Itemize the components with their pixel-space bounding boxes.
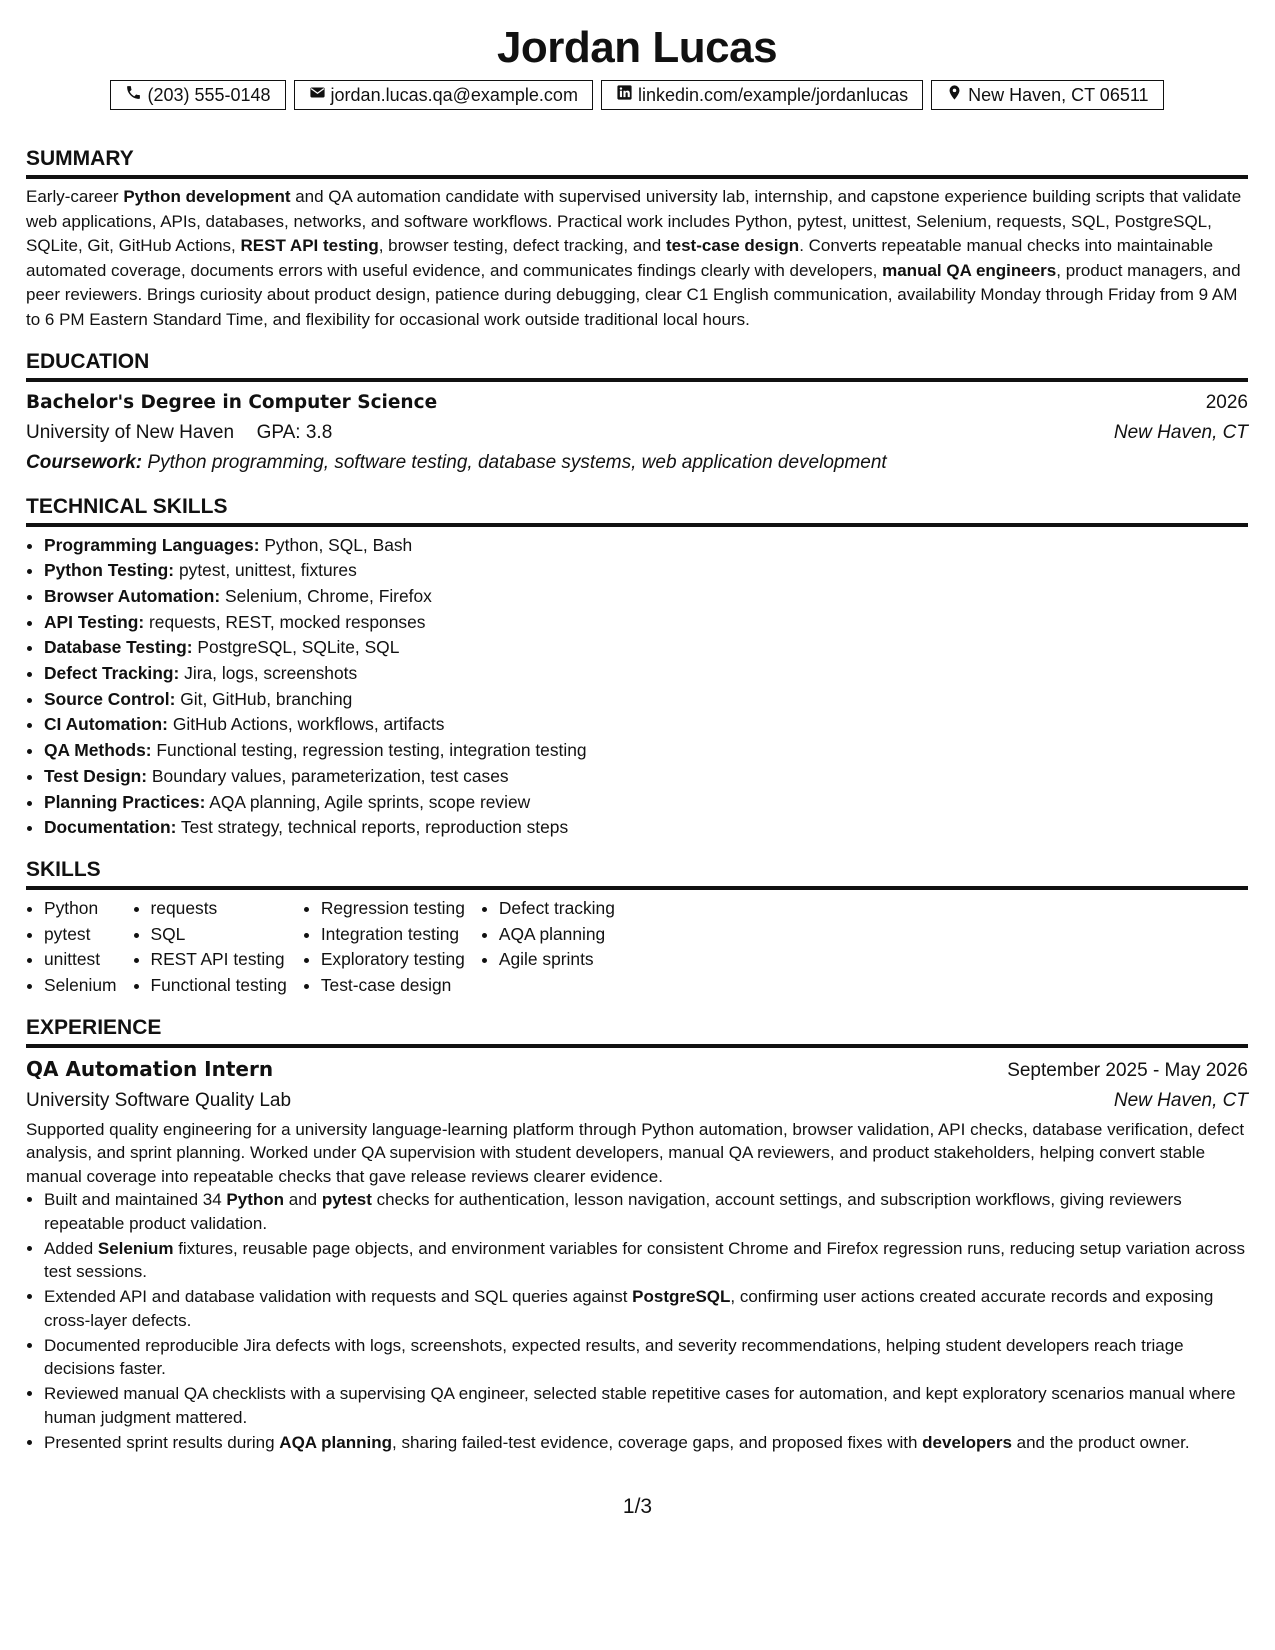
text-segment: Built and maintained 34 [44,1190,227,1210]
technical-skill-item [44,661,1248,687]
phone-icon [125,84,142,106]
contact-linkedin[interactable] [601,80,923,110]
resume-page [26,0,1248,1456]
page-number: 1/3 [622,1495,653,1518]
job-description: Supported quality engineering for a university language-learning platform through Python automation, browser validation, API checks, database verification, defect analysis, and sprint planning. Worked under QA supervision with student developers, manual QA reviewers, and product stakeholders, helping convert stable manual coverage into repeatable checks that gave release reviews clearer evidence. [26,1119,1245,1186]
contact-phone-text: (203) 555-0148 [147,84,271,105]
technical-skill-value: AQA planning, Agile sprints, scope review [209,791,531,812]
skill-item: • pytest [44,922,117,948]
text-segment: fixtures, reusable page objects, and environment variables for consistent Chrome and Firefox regression runs, reducing setup variation across test sessions. [44,1238,1246,1282]
job-bullet [44,1382,1248,1429]
text-segment: , confirming user actions created accurate records and exposing cross-layer defects. [44,1287,1214,1330]
technical-skill-label: Browser Automation: [44,585,221,606]
technical-skill-label: API Testing: [44,611,145,632]
text-segment: Presented sprint results during [44,1432,280,1452]
coursework-line [26,448,1248,478]
technical-skill-item [44,738,1248,764]
text-segment: , sharing failed-test evidence, coverage gaps, and proposed fixes with [392,1432,923,1452]
technical-skill-label: Database Testing: [44,637,193,658]
technical-skill-label: Programming Languages: [44,534,260,555]
technical-skill-label: Source Control: [44,688,176,709]
technical-skill-label: Python Testing: [44,560,175,581]
technical-skill-value: Git, GitHub, branching [180,688,353,709]
bold-text: developers [922,1432,1012,1452]
experience-heading: EXPERIENCE [26,1015,1248,1048]
degree-title: Bachelor's Degree in Computer Science [26,391,438,413]
bold-text: REST API testing [240,236,379,256]
education-school-row [26,418,1248,448]
skill-item: • SQL [151,922,287,948]
education-location: New Haven, CT [1113,421,1248,443]
technical-skill-value: PostgreSQL, SQLite, SQL [197,637,400,658]
technical-skill-value: Jira, logs, screenshots [184,663,358,684]
skill-item: • Functional testing [151,973,287,999]
skills-heading: SKILLS [26,857,1248,890]
text-segment: , browser testing, defect tracking, and [378,236,666,256]
technical-skill-label: Documentation: [44,817,177,838]
skill-item: • Regression testing [321,896,465,922]
technical-skills-list [26,533,1248,841]
job-bullet [44,1285,1248,1332]
bold-text: PostgreSQL [632,1287,731,1307]
technical-skill-value: Python, SQL, Bash [264,534,413,555]
skills-column [133,896,287,999]
bold-text: test-case design [665,236,800,256]
job-dates: September 2025 - May 2026 [1007,1059,1248,1081]
linkedin-icon [616,84,633,106]
bold-text: AQA planning [279,1432,392,1452]
technical-skill-item [44,635,1248,661]
job-location: New Haven, CT [1113,1089,1248,1111]
technical-skills-heading: TECHNICAL SKILLS [26,494,1248,527]
skill-item: • requests [151,896,287,922]
technical-skill-item [44,584,1248,610]
text-segment: Documented reproducible Jira defects with logs, screenshots, expected results, and severity recommendations, helping student developers reach triage decisions faster. [44,1335,1184,1379]
technical-skill-item [44,687,1248,713]
job-bullet [44,1188,1248,1235]
contact-bar [26,80,1248,110]
technical-skill-value: GitHub Actions, workflows, artifacts [172,714,445,735]
technical-skill-value: pytest, unittest, fixtures [178,560,357,581]
summary-heading: SUMMARY [26,146,1248,179]
bold-text: Python [226,1190,285,1210]
contact-email-text: jordan.lucas.qa@example.com [330,84,578,105]
technical-skill-label: QA Methods: [44,740,152,761]
text-segment: Extended API and database validation with requests and SQL queries against [44,1287,633,1307]
text-segment: and the product owner. [1011,1432,1190,1452]
job-bullet [44,1334,1248,1381]
text-segment: Reviewed manual QA checklists with a supervising QA engineer, selected stable repetitive cases for automation, and kept exploratory scenarios manual where human judgment mattered. [44,1384,1236,1427]
technical-skill-item [44,610,1248,636]
gpa: GPA: 3.8 [256,421,333,443]
technical-skill-label: Defect Tracking: [44,663,180,684]
contact-phone[interactable] [110,80,285,110]
job-org-row [26,1086,1248,1116]
text-segment: . Converts repeatable manual checks into maintainable automated coverage, documents errors with useful evidence, and communicates findings clearly with developers, [26,236,1214,280]
contact-linkedin-text: linkedin.com/example/jordanlucas [637,84,909,105]
bold-text: Python development [123,187,291,206]
bold-text: manual QA engineers [882,260,1057,280]
skills-grid [26,896,1248,999]
education-degree-row [26,388,1248,418]
technical-skill-value: Test strategy, technical reports, reproduction steps [180,817,569,838]
technical-skill-value: Functional testing, regression testing, integration testing [156,740,587,761]
job-bullet [44,1431,1248,1455]
job-role: QA Automation Intern [26,1056,274,1081]
technical-skill-value: Selenium, Chrome, Firefox [225,585,432,606]
bold-text: pytest [321,1190,372,1210]
skill-item: • unittest [44,947,117,973]
skills-column [26,896,117,999]
technical-skill-label: Planning Practices: [44,791,206,812]
job-bullets [26,1188,1248,1454]
graduation-year: 2026 [1205,391,1248,413]
technical-skill-item [44,558,1248,584]
job-bullet [44,1237,1248,1284]
skill-item: • REST API testing [151,947,287,973]
skill-item: • Defect tracking [499,896,615,922]
technical-skill-item [44,764,1248,790]
job-org: University Software Quality Lab [26,1089,292,1111]
job-title-row [26,1054,1248,1086]
bold-text: Selenium [97,1238,174,1258]
skill-item: • Python [44,896,117,922]
skill-item: • Exploratory testing [321,947,465,973]
candidate-name: Jordan Lucas [496,23,778,72]
technical-skill-label: CI Automation: [44,714,168,735]
text-segment: and [284,1190,322,1210]
skill-item: • Integration testing [321,922,465,948]
envelope-icon [309,84,326,106]
technical-skill-item [44,790,1248,816]
education-heading: EDUCATION [26,349,1248,382]
technical-skill-item [44,533,1248,559]
contact-location [931,80,1163,110]
coursework-text: Python programming, software testing, database systems, web application development [147,451,887,473]
contact-location-text: New Haven, CT 06511 [968,84,1149,105]
technical-skill-value: requests, REST, mocked responses [149,611,426,632]
skill-item: • Selenium [44,973,117,999]
skill-item: • Agile sprints [499,947,615,973]
technical-skill-item [44,815,1248,841]
skill-item: • AQA planning [499,922,615,948]
contact-email[interactable] [294,80,593,110]
text-segment: Early-career [26,187,124,206]
technical-skill-item [44,712,1248,738]
coursework-label: Coursework: [26,451,143,473]
skill-item: • Test-case design [321,973,465,999]
text-segment: and QA automation candidate with supervised university lab, internship, and capstone experience building scripts that validate web applications, APIs, databases, networks, and software workflows. Practical work includes Python, pytest, unittest, Selenium, requests, SQL, PostgreSQL, SQLite, Git, GitHub Actions, [26,187,1242,256]
school-name: University of New Haven [26,421,235,443]
summary-text [26,185,1248,333]
map-pin-icon [946,84,963,106]
technical-skill-value: Boundary values, parameterization, test cases [151,765,509,786]
skills-column [481,896,615,999]
text-segment: checks for authentication, lesson navigation, account settings, and subscription workflows, giving reviewers repeatable product validation. [44,1190,1182,1233]
skills-column [303,896,465,999]
technical-skill-label: Test Design: [44,765,148,786]
text-segment: , product managers, and peer reviewers. Brings curiosity about product design, patience during debugging, clear C1 English communication, availability Monday through Friday from 9 AM to 6 PM Eastern Standard Time, and flexibility for occasional work outside traditional local hours. [26,260,1241,329]
text-segment: Added [44,1238,98,1258]
